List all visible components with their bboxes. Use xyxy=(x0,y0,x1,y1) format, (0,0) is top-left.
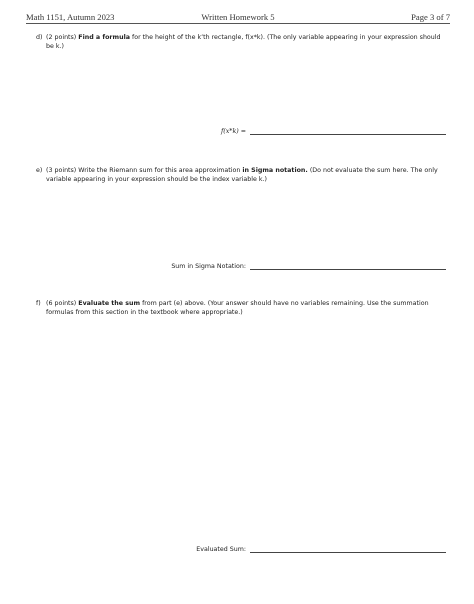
problem-text: from part (e) above. (Your answer should have no variables remaining. Use the summation formulas from this section in the textbook where appropriate.) xyxy=(46,300,429,317)
problem-instruction: Find a formula xyxy=(78,34,130,41)
document-title: Written Homework 5 xyxy=(201,12,275,22)
problem-instruction: Evaluate the sum xyxy=(78,300,141,307)
page-number: Page 3 of 7 xyxy=(411,12,450,22)
problem-f xyxy=(36,299,448,318)
problem-points: (3 points) xyxy=(46,167,77,174)
answer-line[interactable] xyxy=(250,552,446,553)
answer-f xyxy=(140,544,446,554)
problem-points: (2 points) xyxy=(46,34,77,41)
problem-letter: d) xyxy=(36,34,43,41)
problem-e xyxy=(36,166,448,185)
answer-label: Evaluated Sum: xyxy=(196,546,246,553)
answer-e xyxy=(140,261,446,271)
problem-text-lead: Write the Riemann sum for this area approximation xyxy=(78,167,241,174)
problem-instruction: in Sigma notation. xyxy=(242,167,308,174)
problem-text: (Do not evaluate the sum here. The only variable appearing in your expression should be the index variable k.) xyxy=(46,167,438,184)
problem-letter: e) xyxy=(36,167,43,174)
answer-label: Sum in Sigma Notation: xyxy=(171,263,246,270)
problem-letter: f) xyxy=(36,300,41,307)
answer-line[interactable] xyxy=(250,269,446,270)
answer-d xyxy=(140,126,446,136)
problem-points: (6 points) xyxy=(46,300,77,307)
answer-line[interactable] xyxy=(250,134,446,135)
course-name: Math 1151, Autumn 2023 xyxy=(26,12,115,22)
header-rule xyxy=(26,23,450,24)
answer-label: f(x*k) = xyxy=(220,128,246,135)
problem-d xyxy=(36,33,448,52)
problem-text: for the height of the k’th rectangle, f(x*k). (The only variable appearing in your expression should be k.) xyxy=(46,34,441,51)
